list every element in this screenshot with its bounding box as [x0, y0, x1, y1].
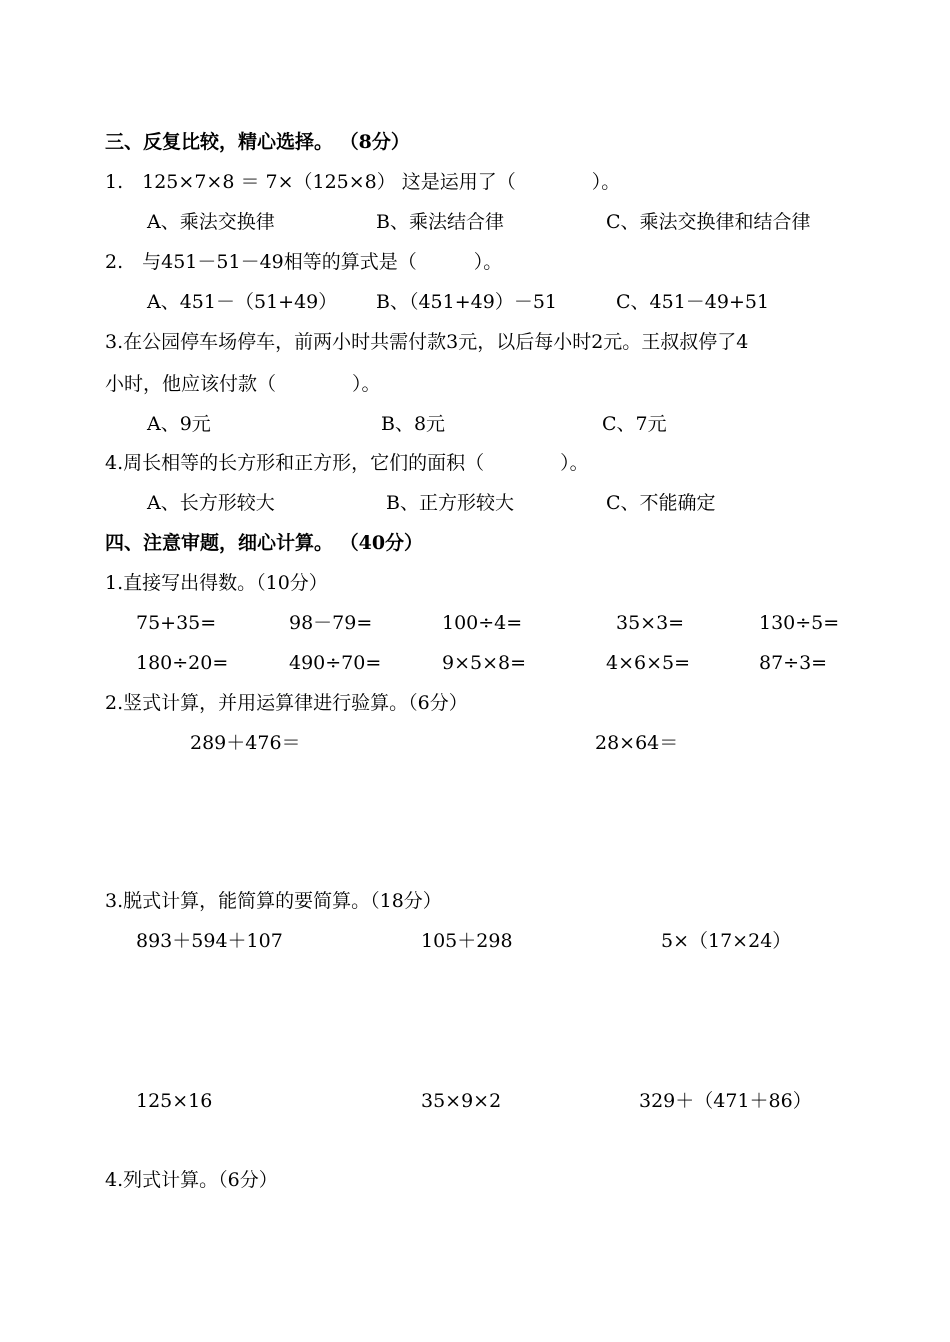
p1-item: 98－79=: [289, 612, 373, 634]
p1-item: 9×5×8=: [442, 652, 527, 674]
q1-option-b: B、乘法结合律: [376, 211, 504, 233]
q1-stem: 1. 125×7×8 ＝ 7×（125×8） 这是运用了（ ）。: [105, 171, 621, 193]
p3-item: 125×16: [136, 1090, 213, 1112]
section3-title: 三、反复比较，精心选择。 （8分）: [105, 131, 410, 153]
p1-title: 1.直接写出得数。（10分）: [105, 572, 328, 594]
p3-title: 3.脱式计算，能简算的要简算。（18分）: [105, 890, 442, 912]
p3-item: 105＋298: [421, 930, 513, 952]
q2-option-a: A、451－（51+49）: [147, 291, 338, 313]
p1-item: 180÷20=: [136, 652, 229, 674]
p3-item: 5×（17×24）: [661, 930, 792, 952]
p1-item: 130÷5=: [759, 612, 840, 634]
section4-title: 四、注意审题，细心计算。 （40分）: [105, 532, 424, 554]
q4-stem: 4.周长相等的长方形和正方形，它们的面积（ ）。: [105, 452, 589, 474]
p2-item: 28×64＝: [595, 732, 679, 754]
q3-option-b: B、8元: [381, 413, 446, 435]
q2-option-b: B、（451+49）－51: [376, 291, 558, 313]
q4-option-a: A、长方形较大: [147, 492, 275, 514]
q1-option-c: C、乘法交换律和结合律: [606, 211, 811, 233]
p1-item: 4×6×5=: [606, 652, 691, 674]
p1-item: 100÷4=: [442, 612, 523, 634]
p1-item: 490÷70=: [289, 652, 382, 674]
q3-option-a: A、9元: [147, 413, 211, 435]
q3-stem-line2: 小时，他应该付款（ ）。: [105, 373, 381, 395]
p1-item: 75+35=: [136, 612, 217, 634]
p2-item: 289＋476＝: [190, 732, 301, 754]
p3-item: 893＋594＋107: [136, 930, 283, 952]
q2-stem: 2. 与451－51－49相等的算式是（ ）。: [105, 251, 503, 273]
q3-option-c: C、7元: [602, 413, 667, 435]
q3-stem-line1: 3.在公园停车场停车，前两小时共需付款3元，以后每小时2元。王叔叔停了4: [105, 331, 749, 353]
p3-item: 329＋（471＋86）: [639, 1090, 812, 1112]
p4-title: 4.列式计算。（6分）: [105, 1169, 278, 1191]
p1-item: 35×3=: [616, 612, 685, 634]
p2-title: 2.竖式计算，并用运算律进行验算。（6分）: [105, 692, 468, 714]
q1-option-a: A、乘法交换律: [147, 211, 275, 233]
q4-option-c: C、不能确定: [606, 492, 716, 514]
p1-item: 87÷3=: [759, 652, 828, 674]
q4-option-b: B、正方形较大: [386, 492, 514, 514]
p3-item: 35×9×2: [421, 1090, 502, 1112]
q2-option-c: C、451－49+51: [616, 291, 770, 313]
